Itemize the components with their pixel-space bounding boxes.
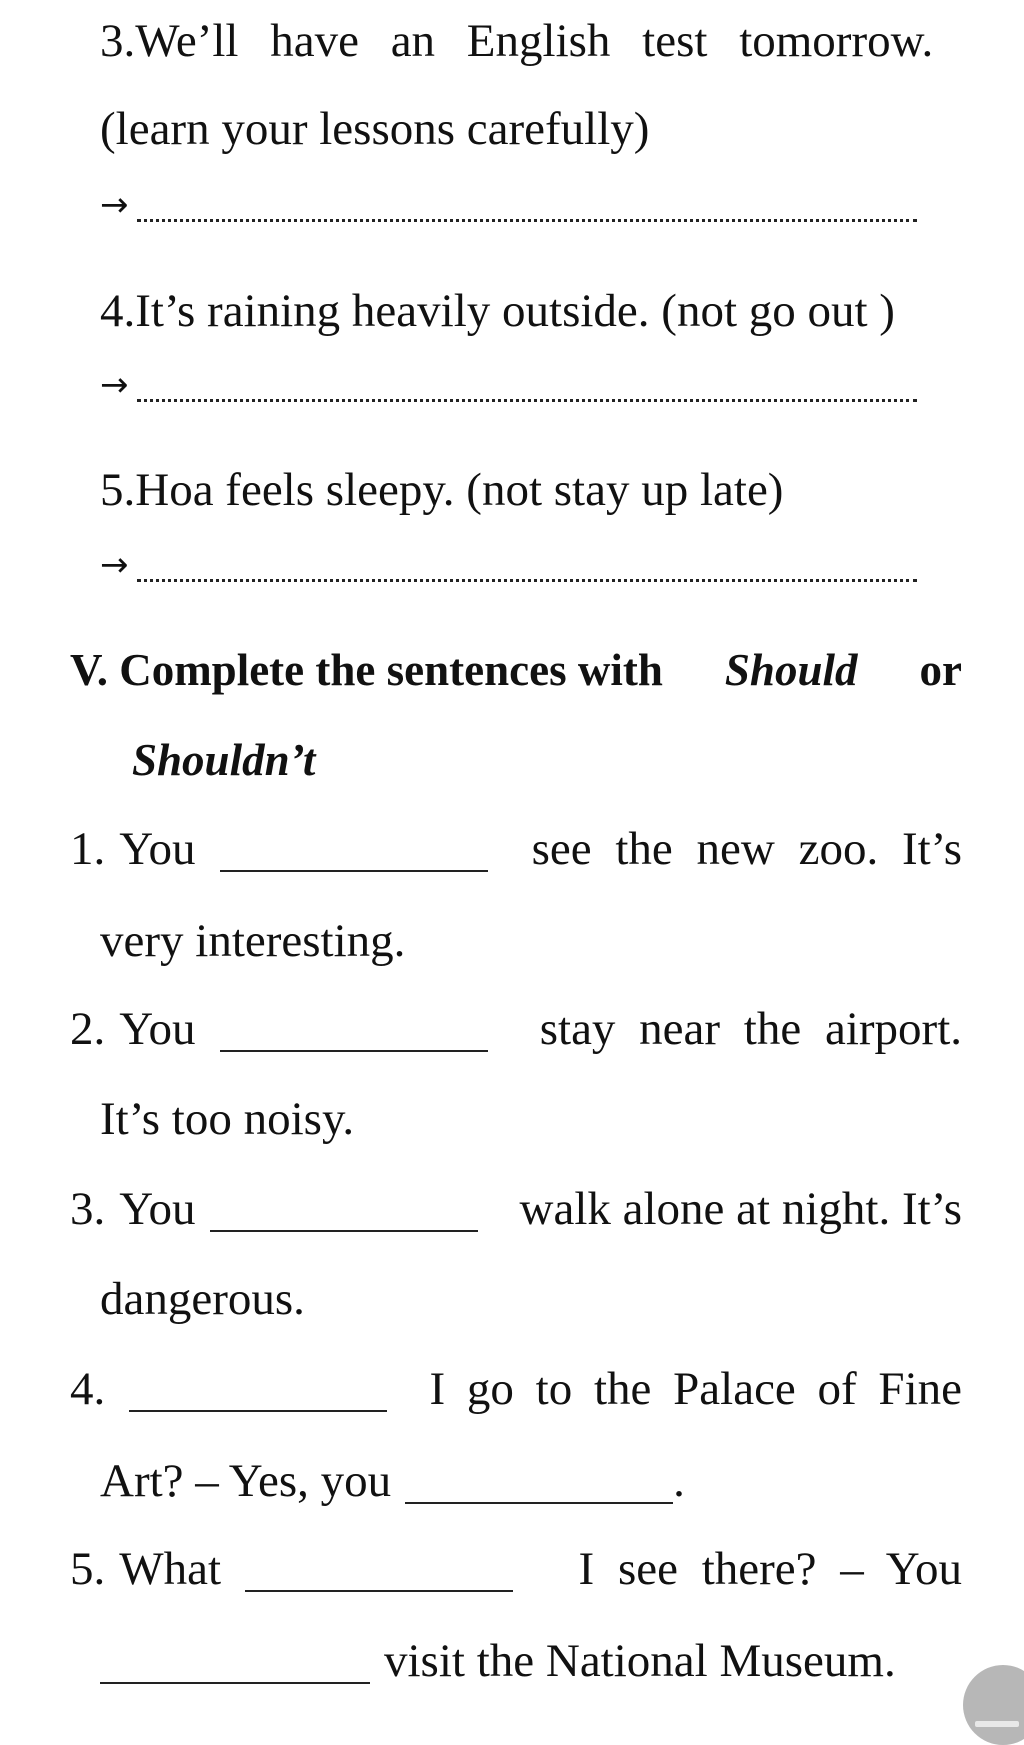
- arrow-icon: →: [100, 365, 129, 405]
- heading-prefix: V. Complete the sentences with: [70, 645, 663, 695]
- exercise-4-cont-text: Art? – Yes, you: [100, 1455, 392, 1507]
- exercise-5-blank-1[interactable]: [245, 1590, 513, 1592]
- section-5-heading: [70, 645, 962, 695]
- heading-or: or: [919, 645, 962, 695]
- exercise-5-subject: What: [119, 1543, 222, 1595]
- exercise-3-continuation: dangerous.: [100, 1273, 305, 1325]
- exercise-4-period: .: [673, 1455, 685, 1507]
- exercise-4-continuation: [100, 1455, 685, 1507]
- exercise-5-cont-text: visit the National Museum.: [384, 1635, 896, 1687]
- answer-line-5[interactable]: [100, 545, 917, 585]
- heading-shouldnt: Shouldn’t: [132, 735, 316, 785]
- exercise-2: [70, 1003, 962, 1055]
- exercise-3-blank[interactable]: [210, 1230, 478, 1232]
- exercise-1-rest: see the new zoo. It’s: [531, 823, 962, 875]
- item-3-number-text: 3.We’ll have an English test tomorrow.: [100, 15, 934, 67]
- arrow-icon: →: [100, 185, 129, 225]
- exercise-3-rest: walk alone at night. It’s: [519, 1183, 962, 1235]
- item-5-sentence: 5.Hoa feels sleepy. (not stay up late): [100, 464, 784, 516]
- heading-should: Should: [724, 645, 858, 695]
- exercise-2-blank[interactable]: [220, 1050, 488, 1052]
- exercise-3: [70, 1183, 962, 1235]
- dotted-answer-line[interactable]: [137, 579, 917, 582]
- exercise-3-subject: You: [119, 1183, 196, 1235]
- exercise-2-subject: You: [119, 1003, 196, 1055]
- exercise-4-rest: I go to the Palace of Fine: [429, 1363, 962, 1415]
- exercise-1-subject: You: [119, 823, 196, 875]
- exercise-4-number: 4.: [70, 1363, 106, 1415]
- exercise-1-continuation: very interesting.: [100, 915, 406, 967]
- exercise-2-continuation: It’s too noisy.: [100, 1093, 355, 1145]
- exercise-4-blank-2[interactable]: [405, 1502, 673, 1504]
- exercise-4: [70, 1363, 962, 1415]
- item-3-sentence: [100, 15, 962, 67]
- handle-bar-icon: [975, 1721, 1019, 1727]
- exercise-5-continuation: [100, 1635, 896, 1687]
- answer-line-3[interactable]: [100, 185, 917, 225]
- exercise-2-number: 2.: [70, 1003, 106, 1055]
- floating-scroll-button[interactable]: [963, 1665, 1024, 1745]
- exercise-5: [70, 1543, 962, 1595]
- exercise-5-number: 5.: [70, 1543, 106, 1595]
- answer-line-4[interactable]: [100, 365, 917, 405]
- exercise-1: [70, 823, 962, 875]
- exercise-3-number: 3.: [70, 1183, 106, 1235]
- dotted-answer-line[interactable]: [137, 399, 917, 402]
- arrow-icon: →: [100, 545, 129, 585]
- exercise-5-blank-2[interactable]: [100, 1682, 370, 1684]
- exercise-1-number: 1.: [70, 823, 106, 875]
- exercise-4-blank-1[interactable]: [129, 1410, 387, 1412]
- item-4-sentence: 4.It’s raining heavily outside. (not go out ): [100, 285, 895, 337]
- dotted-answer-line[interactable]: [137, 219, 917, 222]
- exercise-1-blank[interactable]: [220, 870, 488, 872]
- item-3-hint: (learn your lessons carefully): [100, 103, 650, 155]
- exercise-5-rest: I see there? – You: [578, 1543, 962, 1595]
- exercise-2-rest: stay near the airport.: [539, 1003, 962, 1055]
